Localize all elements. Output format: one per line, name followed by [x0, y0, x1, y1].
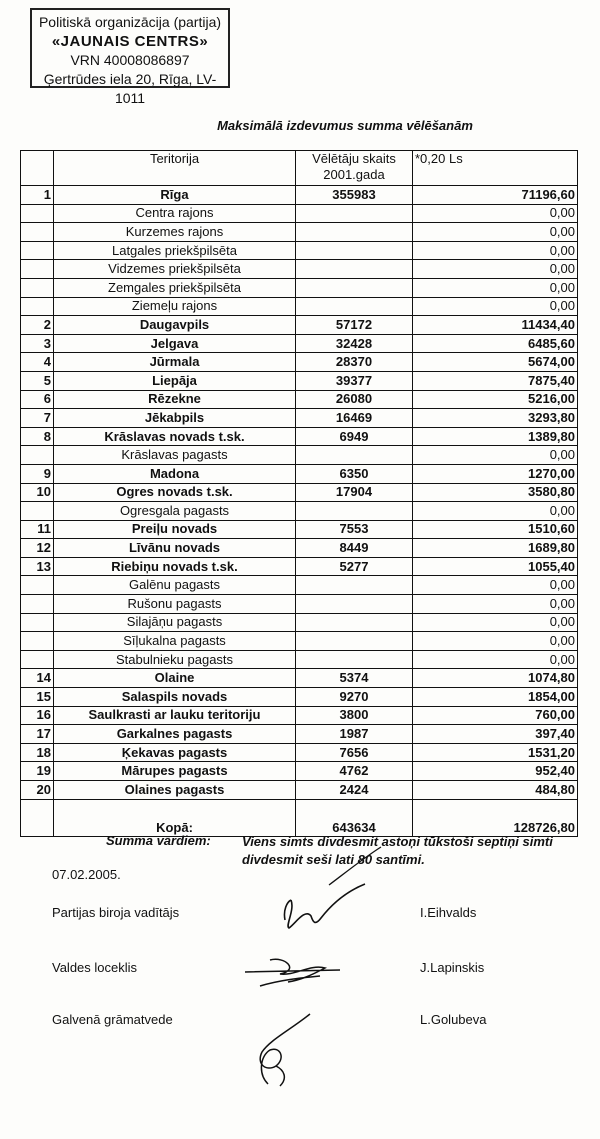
row-number: 10	[21, 483, 54, 502]
row-voters	[296, 204, 413, 223]
table-row	[21, 241, 578, 260]
row-number: 20	[21, 781, 54, 800]
row-voters: 4762	[296, 762, 413, 781]
row-voters	[296, 260, 413, 279]
row-voters	[296, 595, 413, 614]
signatory-role-3: Galvenā grāmatvede	[52, 1012, 173, 1027]
row-territory: Centra rajons	[54, 204, 296, 223]
row-amount: 397,40	[413, 725, 578, 744]
row-voters: 32428	[296, 334, 413, 353]
signature-2-icon	[240, 950, 370, 990]
signatory-name-1: I.Eihvalds	[420, 905, 477, 920]
row-territory: Jelgava	[54, 334, 296, 353]
document-title: Maksimālā izdevumus summa vēlēšanām	[217, 118, 473, 133]
stamp-line-4: Ģertrūdes iela 20, Rīga, LV-1011	[43, 71, 217, 106]
total-sum: 128726,80	[413, 799, 578, 836]
row-voters: 16469	[296, 409, 413, 428]
table-row	[21, 427, 578, 446]
table-row	[21, 781, 578, 800]
row-amount: 1510,60	[413, 520, 578, 539]
row-number	[21, 595, 54, 614]
row-territory: Saulkrasti ar lauku teritoriju	[54, 706, 296, 725]
row-amount: 0,00	[413, 223, 578, 242]
row-territory: Rēzekne	[54, 390, 296, 409]
row-number	[21, 446, 54, 465]
total-number-cell	[21, 799, 54, 836]
row-amount: 1689,80	[413, 539, 578, 558]
row-number: 19	[21, 762, 54, 781]
row-amount: 6485,60	[413, 334, 578, 353]
header-number	[21, 151, 54, 186]
row-voters	[296, 576, 413, 595]
row-territory: Silajāņu pagasts	[54, 613, 296, 632]
stamp-line-1: Politiskā organizācija (partija)	[38, 14, 222, 30]
header-amount: *0,20 Ls	[413, 151, 578, 186]
row-territory: Olaines pagasts	[54, 781, 296, 800]
row-voters: 7656	[296, 743, 413, 762]
row-number: 12	[21, 539, 54, 558]
row-amount: 952,40	[413, 762, 578, 781]
row-amount: 3293,80	[413, 409, 578, 428]
row-number	[21, 502, 54, 521]
row-amount: 0,00	[413, 650, 578, 669]
row-number	[21, 632, 54, 651]
row-number	[21, 241, 54, 260]
row-territory: Līvānu novads	[54, 539, 296, 558]
row-amount: 0,00	[413, 576, 578, 595]
row-number: 11	[21, 520, 54, 539]
table-row	[21, 520, 578, 539]
amount-in-words: Viens simts divdesmit astoņi tūkstoši septiņi simti divdesmit seši lati 80 santīmi.	[242, 834, 553, 867]
row-amount: 11434,40	[413, 316, 578, 335]
signatory-role-1: Partijas biroja vadītājs	[52, 905, 180, 920]
row-number	[21, 297, 54, 316]
row-territory: Stabulnieku pagasts	[54, 650, 296, 669]
row-number	[21, 613, 54, 632]
row-voters	[296, 632, 413, 651]
row-amount: 0,00	[413, 502, 578, 521]
row-amount: 5216,00	[413, 390, 578, 409]
row-territory: Jēkabpils	[54, 409, 296, 428]
row-voters: 28370	[296, 353, 413, 372]
table-row	[21, 446, 578, 465]
row-territory: Ogres novads t.sk.	[54, 483, 296, 502]
signature-3-icon	[240, 1010, 330, 1090]
row-number: 14	[21, 669, 54, 688]
row-territory: Mārupes pagasts	[54, 762, 296, 781]
row-territory: Preiļu novads	[54, 520, 296, 539]
table-row	[21, 743, 578, 762]
table-row	[21, 688, 578, 707]
row-territory: Vidzemes priekšpilsēta	[54, 260, 296, 279]
row-territory: Jūrmala	[54, 353, 296, 372]
table-row	[21, 483, 578, 502]
row-voters: 3800	[296, 706, 413, 725]
signatory-name-3: L.Golubeva	[420, 1012, 487, 1027]
row-number: 5	[21, 371, 54, 390]
row-amount: 1055,40	[413, 557, 578, 576]
row-voters: 7553	[296, 520, 413, 539]
row-territory: Ogresgala pagasts	[54, 502, 296, 521]
row-voters: 39377	[296, 371, 413, 390]
header-territory: Teritorija	[54, 151, 296, 186]
row-territory: Zemgales priekšpilsēta	[54, 278, 296, 297]
table-row	[21, 409, 578, 428]
total-count: 643634	[296, 799, 413, 836]
row-amount: 0,00	[413, 613, 578, 632]
table-header-row	[21, 151, 578, 186]
table-row	[21, 353, 578, 372]
row-voters: 17904	[296, 483, 413, 502]
row-number	[21, 576, 54, 595]
row-territory: Krāslavas pagasts	[54, 446, 296, 465]
row-voters: 26080	[296, 390, 413, 409]
row-number: 9	[21, 464, 54, 483]
row-territory: Sīļukalna pagasts	[54, 632, 296, 651]
table-row	[21, 632, 578, 651]
stamp-line-2: «JAUNAIS CENTRS»	[51, 33, 209, 50]
row-amount: 760,00	[413, 706, 578, 725]
row-territory: Salaspils novads	[54, 688, 296, 707]
row-territory: Rīga	[54, 186, 296, 205]
row-number	[21, 650, 54, 669]
header-voters: Vēlētāju skaits 2001.gada	[296, 151, 413, 186]
table-row	[21, 502, 578, 521]
signature-stroke-icon	[325, 843, 385, 888]
row-number: 17	[21, 725, 54, 744]
table-row	[21, 595, 578, 614]
row-territory: Liepāja	[54, 371, 296, 390]
row-voters	[296, 446, 413, 465]
table-row	[21, 464, 578, 483]
row-amount: 71196,60	[413, 186, 578, 205]
table-row	[21, 557, 578, 576]
row-voters	[296, 278, 413, 297]
table-row	[21, 186, 578, 205]
row-territory: Galēnu pagasts	[54, 576, 296, 595]
row-amount: 0,00	[413, 204, 578, 223]
row-amount: 0,00	[413, 595, 578, 614]
table-row	[21, 576, 578, 595]
row-territory: Kurzemes rajons	[54, 223, 296, 242]
table-row	[21, 725, 578, 744]
total-row	[21, 799, 578, 836]
row-voters	[296, 613, 413, 632]
table-row	[21, 260, 578, 279]
total-label: Kopā:	[54, 799, 296, 836]
signatory-name-2: J.Lapinskis	[420, 960, 485, 975]
signatory-role-2: Valdes loceklis	[52, 960, 138, 975]
row-territory: Madona	[54, 464, 296, 483]
row-voters: 6949	[296, 427, 413, 446]
table-row	[21, 316, 578, 335]
table-row	[21, 278, 578, 297]
row-amount: 0,00	[413, 446, 578, 465]
stamp-line-3: VRN 40008086897	[70, 52, 190, 68]
row-number: 2	[21, 316, 54, 335]
row-number	[21, 278, 54, 297]
row-territory: Rušonu pagasts	[54, 595, 296, 614]
row-number: 1	[21, 186, 54, 205]
row-number: 16	[21, 706, 54, 725]
expense-table	[20, 150, 578, 837]
row-voters	[296, 241, 413, 260]
row-voters: 1987	[296, 725, 413, 744]
row-amount: 484,80	[413, 781, 578, 800]
row-voters: 5277	[296, 557, 413, 576]
table-row	[21, 613, 578, 632]
row-number: 13	[21, 557, 54, 576]
row-number: 4	[21, 353, 54, 372]
table-row	[21, 669, 578, 688]
row-number: 15	[21, 688, 54, 707]
table-row	[21, 390, 578, 409]
table-row	[21, 204, 578, 223]
row-number	[21, 223, 54, 242]
words-label: Summa vārdiem:	[106, 833, 211, 848]
row-amount: 1389,80	[413, 427, 578, 446]
table-row	[21, 650, 578, 669]
row-amount: 0,00	[413, 278, 578, 297]
row-territory: Riebiņu novads t.sk.	[54, 557, 296, 576]
row-number: 6	[21, 390, 54, 409]
row-amount: 7875,40	[413, 371, 578, 390]
row-number	[21, 204, 54, 223]
row-number: 8	[21, 427, 54, 446]
row-amount: 0,00	[413, 241, 578, 260]
row-number: 3	[21, 334, 54, 353]
table-row	[21, 223, 578, 242]
signature-1-icon	[255, 880, 375, 940]
row-amount: 0,00	[413, 297, 578, 316]
row-territory: Latgales priekšpilsēta	[54, 241, 296, 260]
row-amount: 0,00	[413, 632, 578, 651]
table-row	[21, 334, 578, 353]
row-voters	[296, 502, 413, 521]
table-row	[21, 371, 578, 390]
row-territory: Ķekavas pagasts	[54, 743, 296, 762]
row-territory: Olaine	[54, 669, 296, 688]
table-row	[21, 762, 578, 781]
row-voters: 6350	[296, 464, 413, 483]
table-row	[21, 297, 578, 316]
row-amount: 3580,80	[413, 483, 578, 502]
table-row	[21, 539, 578, 558]
row-voters	[296, 650, 413, 669]
row-voters: 8449	[296, 539, 413, 558]
row-number	[21, 260, 54, 279]
row-voters: 9270	[296, 688, 413, 707]
row-amount: 5674,00	[413, 353, 578, 372]
row-territory: Krāslavas novads t.sk.	[54, 427, 296, 446]
row-territory: Garkalnes pagasts	[54, 725, 296, 744]
row-voters: 57172	[296, 316, 413, 335]
row-amount: 1854,00	[413, 688, 578, 707]
row-territory: Ziemeļu rajons	[54, 297, 296, 316]
row-territory: Daugavpils	[54, 316, 296, 335]
row-number: 18	[21, 743, 54, 762]
row-voters	[296, 297, 413, 316]
row-amount: 1531,20	[413, 743, 578, 762]
table-row	[21, 706, 578, 725]
party-stamp	[30, 8, 230, 106]
row-voters: 355983	[296, 186, 413, 205]
document-date: 07.02.2005.	[52, 867, 121, 882]
row-voters: 5374	[296, 669, 413, 688]
row-voters	[296, 223, 413, 242]
row-amount: 1270,00	[413, 464, 578, 483]
row-amount: 1074,80	[413, 669, 578, 688]
row-number: 7	[21, 409, 54, 428]
row-voters: 2424	[296, 781, 413, 800]
row-amount: 0,00	[413, 260, 578, 279]
